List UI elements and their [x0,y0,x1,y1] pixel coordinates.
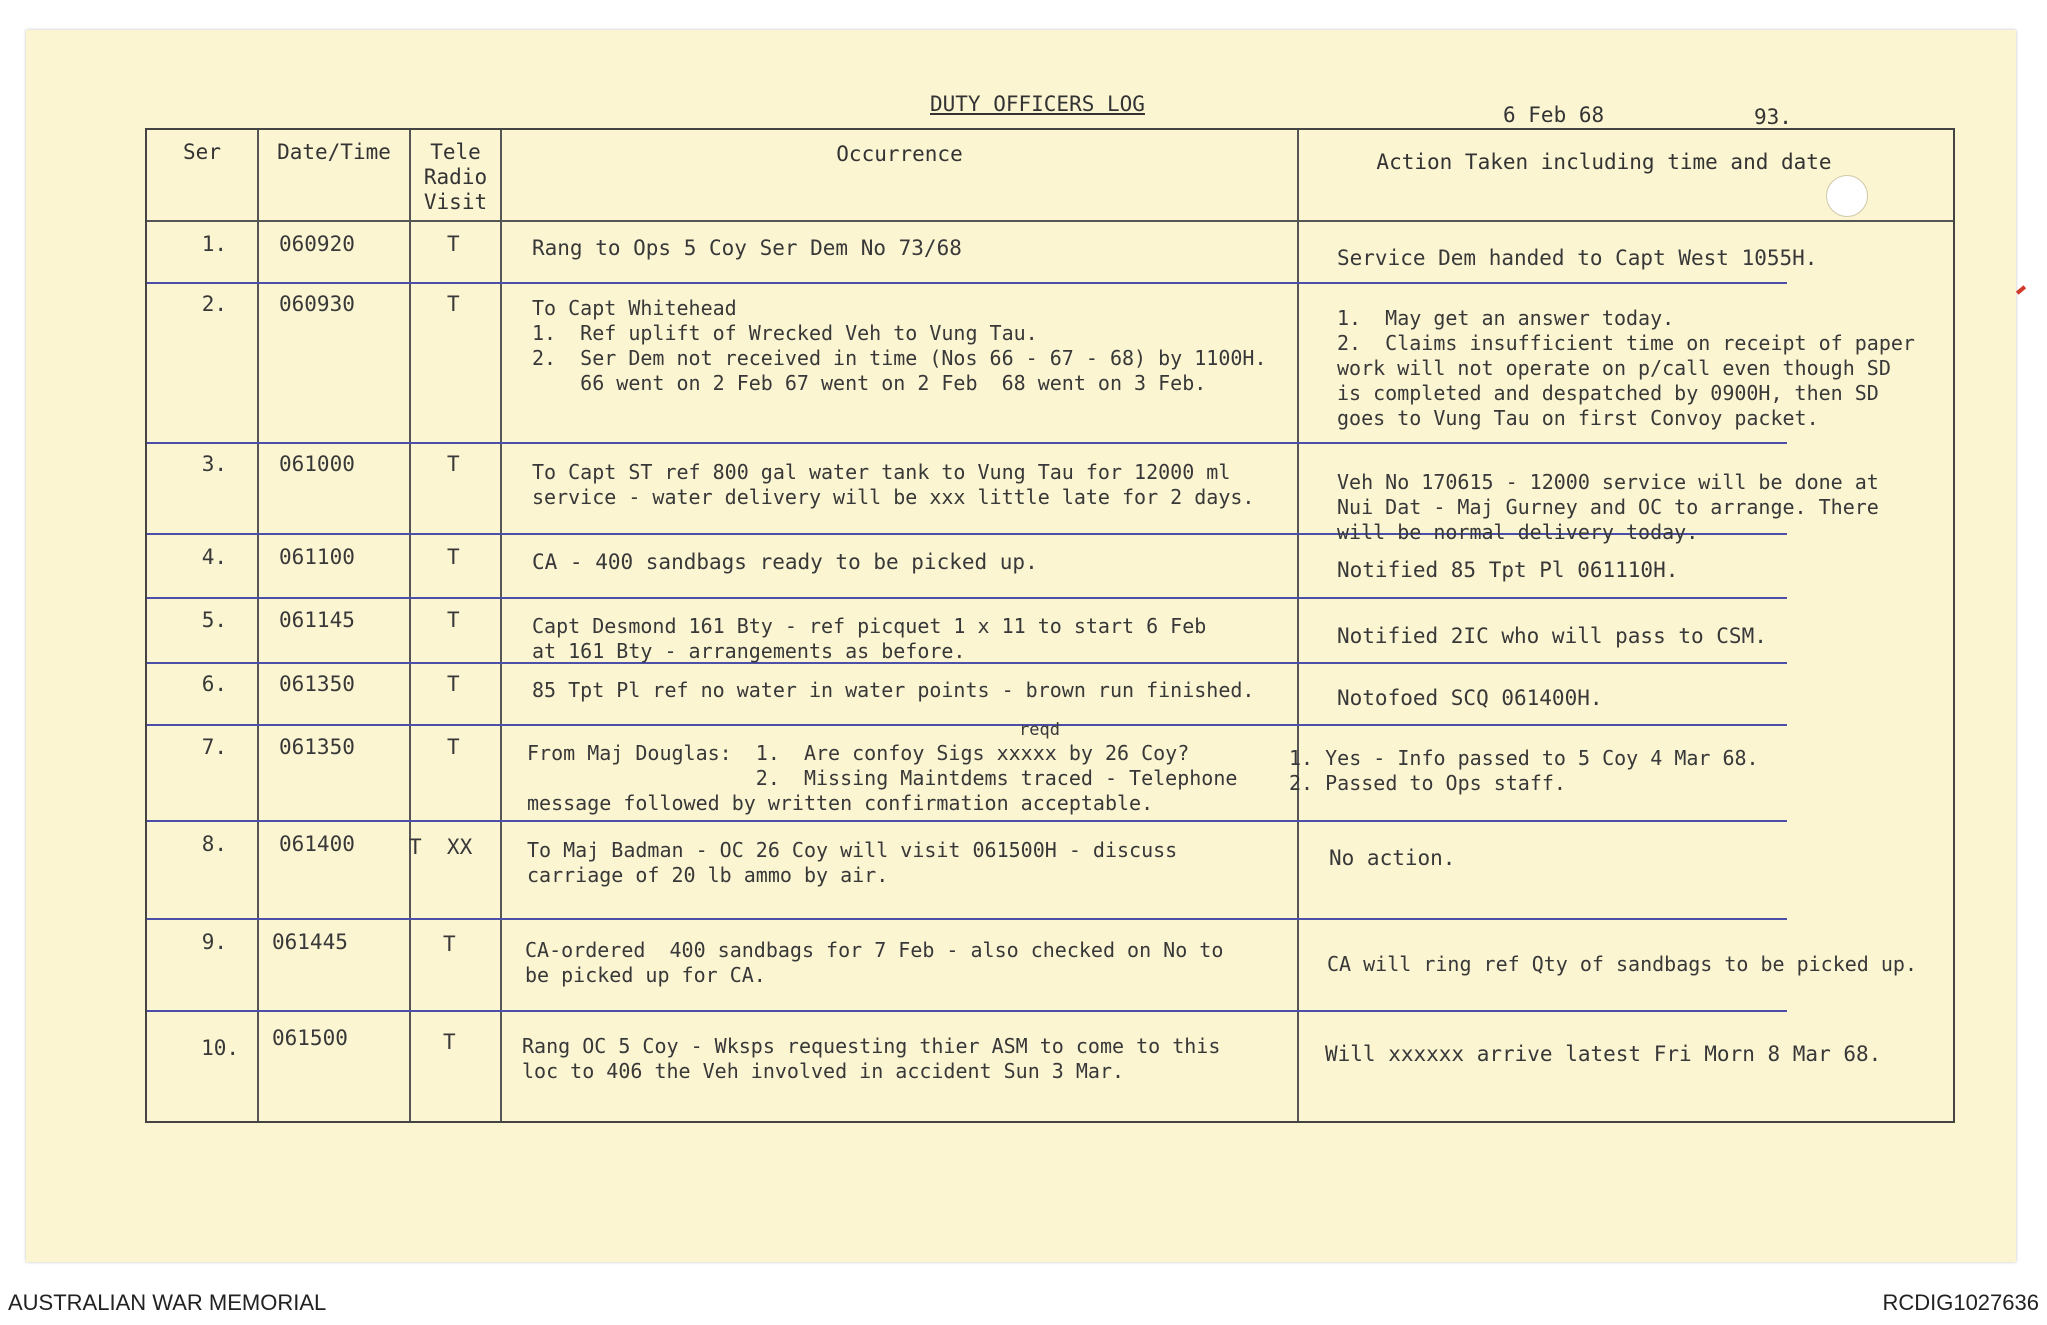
red-mark [2016,285,2026,294]
col-divider [257,130,259,1121]
row-9-datetime: 061445 [272,930,348,954]
row-2-trv: T [447,292,460,316]
row-1-datetime: 060920 [279,232,355,256]
row-rule [147,442,1787,444]
row-rule [147,282,1787,284]
row-rule [147,820,1787,822]
row-9-occurrence: CA-ordered 400 sandbags for 7 Feb - also checked on No to be picked up for CA. [525,938,1224,987]
row-5-ser: 5. [201,608,227,632]
row-3-occurrence: To Capt ST ref 800 gal water tank to Vung Tau for 12000 ml service - water delivery will be xxx little late for 2 days. [532,460,1255,509]
row-5-trv: T [447,608,460,632]
row-7-annotation: reqd [1019,720,1060,740]
row-4-ser: 4. [201,545,227,569]
row-5-datetime: 061145 [279,608,355,632]
row-4-action: Notified 85 Tpt Pl 061110H. [1337,558,1679,582]
col-header-occurrence: Occurrence [836,142,963,166]
header-rule [147,220,1953,222]
col-header-datetime: Date/Time [277,140,391,164]
row-6-datetime: 061350 [279,672,355,696]
col-header-radio-line: Radio [423,165,488,189]
row-9-trv: T [443,932,456,956]
col-header-visit-line: Visit [423,190,488,214]
col-header-ser: Ser [183,140,221,164]
row-5-occurrence: Capt Desmond 161 Bty - ref picquet 1 x 11 to start 6 Feb at 161 Bty - arrangements as before. [532,614,1207,663]
row-10-occurrence: Rang OC 5 Coy - Wksps requesting thier ASM to come to this loc to 406 the Veh involved in accident Sun 3 Mar. [522,1034,1221,1083]
row-8-action: No action. [1329,846,1456,870]
col-header-action: Action Taken including time and date [1376,150,1832,174]
row-8-ser: 8. [201,832,227,856]
row-2-action: 1. May get an answer today. 2. Claims insufficient time on receipt of paper work will not operate on p/call even though SD is completed and despatched by 0900H, then SD goes to Vung Tau on first Convoy packet. [1337,306,1915,430]
row-10-datetime: 061500 [272,1026,348,1050]
row-8-trv: T XX [409,835,473,859]
row-10-ser: 10. [201,1036,239,1060]
row-9-ser: 9. [201,930,227,954]
row-rule [147,1010,1787,1012]
log-title: DUTY OFFICERS LOG [930,92,1145,116]
row-3-action: Veh No 170615 - 12000 service will be done at Nui Dat - Maj Gurney and OC to arrange. There will be normal delivery today. [1337,470,1879,544]
row-8-occurrence: To Maj Badman - OC 26 Coy will visit 061500H - discuss carriage of 20 lb ammo by air. [527,838,1178,887]
row-4-occurrence: CA - 400 sandbags ready to be picked up. [532,550,1038,574]
col-header-tele-line: Tele [430,140,481,164]
col-divider [409,130,411,1121]
row-3-ser: 3. [201,452,227,476]
row-1-trv: T [447,232,460,256]
row-2-ser: 2. [201,292,227,316]
log-table [145,128,1955,1123]
row-10-action: Will xxxxxx arrive latest Fri Morn 8 Mar 68. [1325,1042,1882,1066]
row-rule [147,597,1787,599]
row-6-ser: 6. [201,672,227,696]
page-number: 93. [1754,105,1792,129]
row-3-trv: T [447,452,460,476]
row-7-ser: 7. [201,735,227,759]
row-1-action: Service Dem handed to Capt West 1055H. [1337,246,1818,270]
row-8-datetime: 061400 [279,832,355,856]
row-4-trv: T [447,545,460,569]
row-5-action: Notified 2IC who will pass to CSM. [1337,624,1767,648]
log-date: 6 Feb 68 [1503,103,1605,127]
col-divider [500,130,502,1121]
footer-id: RCDIG1027636 [1882,1290,2039,1315]
row-6-trv: T [447,672,460,696]
row-7-trv: T [447,735,460,759]
row-6-occurrence: 85 Tpt Pl ref no water in water points - brown run finished. [532,678,1255,702]
row-1-ser: 1. [201,232,227,256]
row-2-datetime: 060930 [279,292,355,316]
footer-source: AUSTRALIAN WAR MEMORIAL [8,1290,327,1315]
row-7-action: 1. Yes - Info passed to 5 Coy 4 Mar 68. 2. Passed to Ops staff. [1289,746,1759,795]
col-header-tele [411,140,500,215]
row-4-datetime: 061100 [279,545,355,569]
row-3-datetime: 061000 [279,452,355,476]
row-7-occurrence: From Maj Douglas: 1. Are confoy Sigs xxxxx by 26 Coy? 2. Missing Maintdems traced - Telephone message followed by written confirmation acceptable. [527,741,1238,815]
row-6-action: Notofoed SCQ 061400H. [1337,686,1603,710]
row-10-trv: T [443,1030,456,1054]
row-1-occurrence: Rang to Ops 5 Coy Ser Dem No 73/68 [532,236,962,260]
row-7-datetime: 061350 [279,735,355,759]
row-rule [147,724,1787,726]
col-divider [1297,130,1299,1121]
row-9-action: CA will ring ref Qty of sandbags to be picked up. [1327,952,1918,976]
row-2-occurrence: To Capt Whitehead 1. Ref uplift of Wrecked Veh to Vung Tau. 2. Ser Dem not received in time (Nos 66 - 67 - 68) by 1100H. 66 went on 2 Feb 67 went on 2 Feb 68 went on 3 Feb. [532,296,1267,395]
row-rule [147,918,1787,920]
